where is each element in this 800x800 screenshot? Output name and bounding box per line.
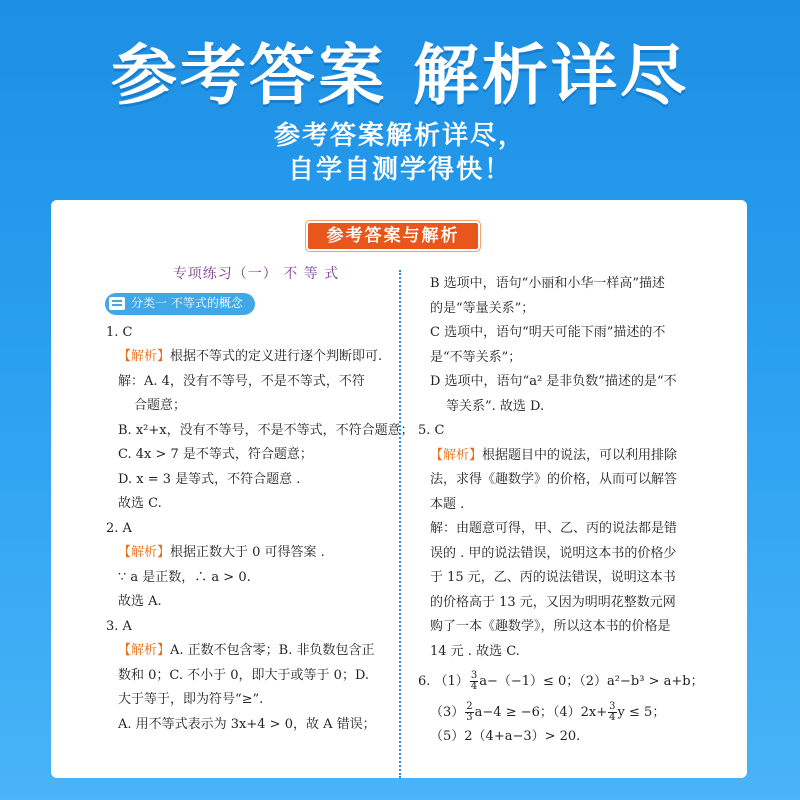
tagline-line-1: 参考答案解析详尽， [273,121,526,151]
answer-text: a−（−1）≤ 0；（2）a²−b³ > a+b； [479,674,704,689]
answer-line: 1. C [106,324,133,340]
fraction [608,702,616,723]
analysis-text: A. 正数不包含零；B. 非负数包含正 [170,643,375,658]
tagline-line-2: 自学自测学得快！ [287,155,512,185]
analysis-tag: 【解析】 [118,643,171,658]
answer-line [106,345,406,370]
answer-line: 故选 C. [118,496,162,511]
analysis-text: 根据题目中的说法，可以利用排除 [482,447,678,463]
answer-line: 解：由题意可得，甲、乙、丙的说法都是错 [430,521,678,536]
answer-line: D 选项中，语句“a² 是非负数”描述的是“不 [430,374,677,389]
analysis-tag: 【解析】 [430,447,483,463]
left-column [106,262,414,737]
answer-line: B 选项中，语句“小丽和小华一样高”描述 [430,276,665,291]
answer-text: （3） [430,704,465,720]
book-icon [109,297,125,310]
answer-line: 于 15 元，乙、丙的说法错误，说明这本书 [430,570,676,585]
answer-line: 购了一本《趣数学》，所以这本书的价格是 [430,619,671,634]
fraction-denominator: 3 [466,711,473,723]
answer-line: 大于等于，即为符号“≥”. [118,692,264,707]
answer-line: 误的 . 甲的说法错误，说明这本书的价格少 [430,545,677,561]
category-heading [105,293,255,315]
fraction [465,702,473,723]
answer-line [418,444,698,469]
analysis-text: 根据不等式的定义进行逐个判断即可. [170,349,383,364]
answer-line: B. x²+x，没有不等号，不是不等式，不符合题意； [118,422,414,438]
answer-line: C. 4x > 7 是不等式，符合题意； [118,447,313,462]
answer-line: （5）2（4+a−3）> 20. [430,729,581,744]
answer-line: 合题意； [134,398,187,413]
answer-text: y ≤ 5； [617,704,666,720]
answer-line [106,639,406,664]
answer-text: 6. （1） [418,674,469,689]
answer-line: 是“不等关系”； [430,349,522,365]
answer-line: 本题 . [430,496,465,512]
answer-banner: 参考答案与解析 [308,223,478,249]
answer-line [106,541,406,566]
answer-line: 的是“等量关系”； [430,300,535,316]
answer-line: D. x = 3 是等式，不符合题意 . [118,471,301,487]
answer-line: 故选 A. [118,594,162,609]
analysis-text: 根据正数大于 0 可得答案 . [170,545,325,560]
fraction-numerator: 2 [466,700,473,712]
right-column [418,272,704,750]
answer-line: C 选项中，语句“明天可能下雨”描述的不 [430,325,666,340]
category-label: 分类一 不等式的概念 [131,296,243,311]
analysis-tag: 【解析】 [118,349,171,364]
answer-page [51,200,747,778]
answer-line: 数和 0；C. 不小于 0，即大于或等于 0；D. [118,667,370,683]
answer-line: 法，求得《趣数学》的价格，从而可以解答 [430,472,678,487]
answer-line: 3. A [106,618,132,634]
answer-line: 等关系”. 故选 D. [446,398,545,414]
answer-line [418,670,704,695]
answer-line: 的价格高于 13 元，又因为明明花整数元网 [430,594,676,610]
answer-line: 14 元 . 故选 C. [430,643,520,659]
fraction-denominator: 4 [609,711,616,723]
section-title: 专项练习（一） 不 等 式 [172,266,340,282]
answer-text: a−4 ≥ −6；（4）2x+ [474,704,608,720]
analysis-tag: 【解析】 [118,545,171,560]
fraction-numerator: 3 [609,700,616,712]
answer-line: 5. C [418,423,445,438]
answer-line: 2. A [106,520,132,536]
fraction-denominator: 4 [470,681,478,692]
answer-line: A. 用不等式表示为 3x+4 > 0，故 A 错误； [118,716,376,732]
answer-line: ∵ a 是正数，∴ a > 0. [118,569,251,585]
fraction-numerator: 3 [470,670,478,681]
answer-line: 解：A. 4，没有不等号，不是不等式，不符 [118,373,365,389]
fraction [470,671,478,692]
headline: 参考答案 解析详尽 [111,37,689,114]
answer-line [418,701,698,726]
